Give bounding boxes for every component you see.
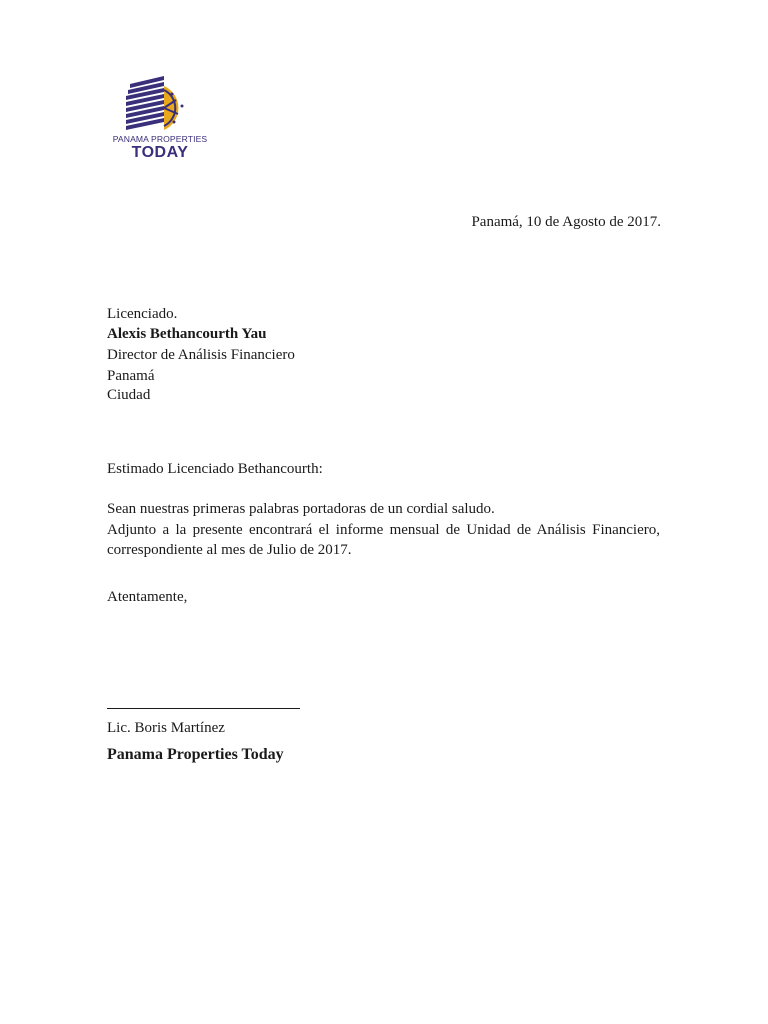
closing: Atentamente, (107, 589, 188, 605)
building-clock-logo-icon (104, 72, 216, 134)
recipient-name: Alexis Bethancourth Yau (107, 326, 267, 342)
recipient-city: Ciudad (107, 387, 151, 403)
logo-text-line2: TODAY (131, 144, 189, 161)
signatory-company: Panama Properties Today (107, 746, 284, 763)
recipient-country: Panamá (107, 368, 155, 384)
greeting: Estimado Licenciado Bethancourth: (107, 461, 323, 477)
company-logo (104, 72, 220, 166)
body-first-line: Sean nuestras primeras palabras portadoras de un cordial saludo. (107, 501, 495, 517)
signatory-name: Lic. Boris Martínez (107, 720, 225, 736)
body-paragraph: Adjunto a la presente encontrará el informe mensual de Unidad de Análisis Financiero, correspondiente al mes de Julio de 2017. (107, 522, 660, 558)
signature-line (107, 708, 300, 709)
recipient-position: Director de Análisis Financiero (107, 347, 295, 363)
letter-date: Panamá, 10 de Agosto de 2017. (471, 214, 661, 230)
recipient-title: Licenciado. (107, 306, 178, 322)
logo-text-line1: PANAMA PROPERTIES (112, 134, 208, 144)
